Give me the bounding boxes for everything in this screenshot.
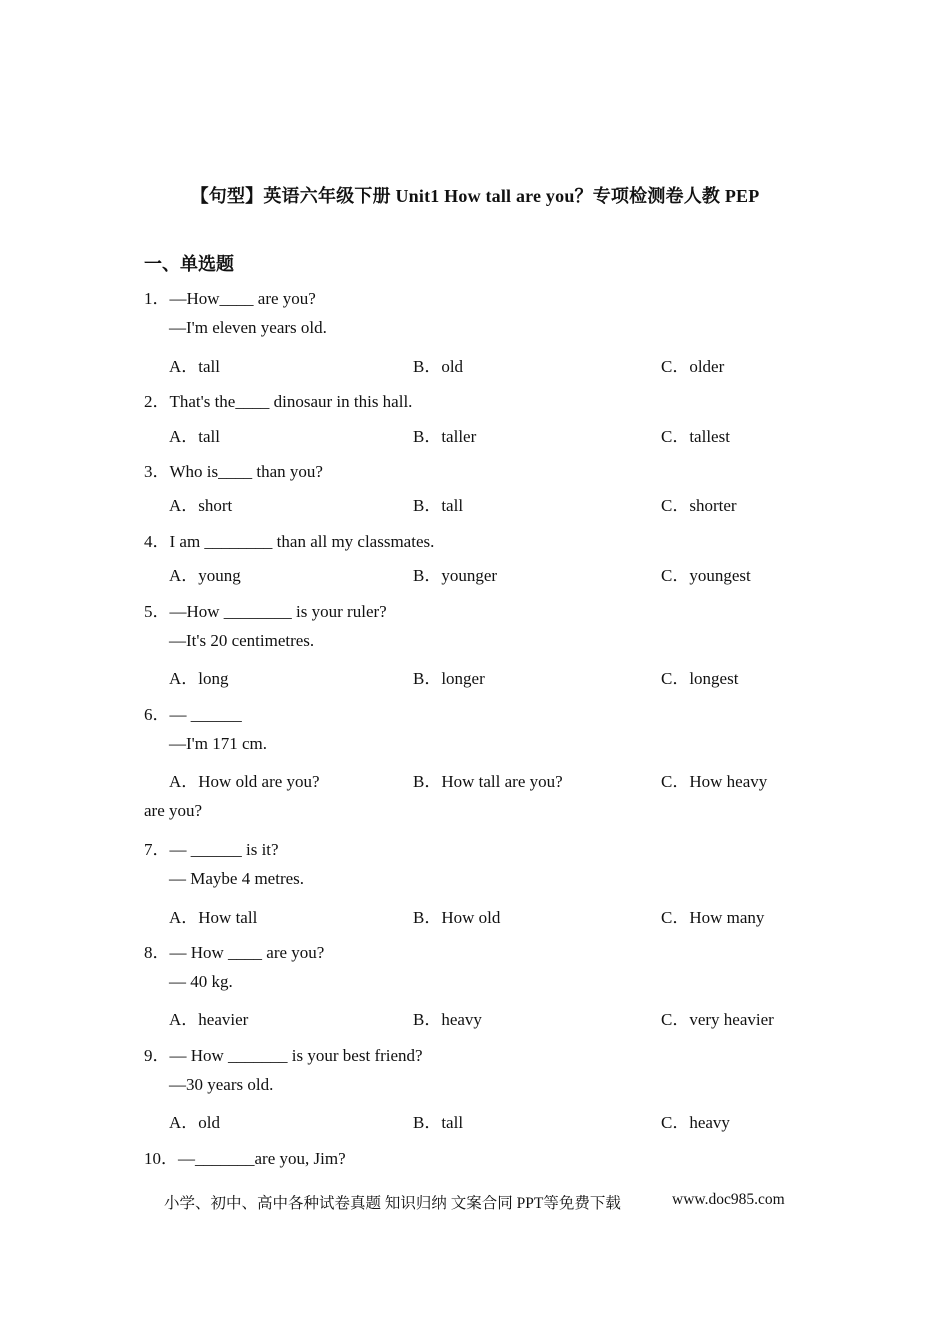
option-b[interactable]: B．How tall are you? [413, 772, 563, 791]
option-c-wrap: are you? [144, 801, 203, 820]
option-a[interactable]: A．How old are you? [169, 772, 320, 791]
question-stem: 2．That's the____ dinosaur in this hall. [144, 392, 413, 411]
option-c[interactable]: C．heavy [661, 1113, 730, 1132]
option-a[interactable]: A．tall [169, 427, 220, 446]
option-c[interactable]: C．How heavy [661, 772, 768, 791]
option-c[interactable]: C．tallest [661, 427, 730, 446]
question-stem: 9．— How _______ is your best friend? [144, 1046, 423, 1065]
option-a[interactable]: A．young [169, 566, 241, 585]
option-a[interactable]: A．heavier [169, 1010, 249, 1029]
option-c[interactable]: C．How many [661, 908, 765, 927]
footer-text: 小学、初中、高中各种试卷真题 知识归纳 文案合同 PPT等免费下载 [164, 1195, 621, 1212]
question-stem: 1．—How____ are you? [144, 289, 316, 308]
question-reply: —I'm eleven years old. [169, 318, 327, 337]
option-a[interactable]: A．old [169, 1113, 220, 1132]
option-c[interactable]: C．youngest [661, 566, 751, 585]
question-reply: —30 years old. [169, 1075, 274, 1094]
option-b[interactable]: B．tall [413, 1113, 464, 1132]
question-reply: — 40 kg. [169, 972, 233, 991]
question-stem: 6．— ______ [144, 705, 242, 724]
option-a[interactable]: A．long [169, 669, 229, 688]
question-stem: 4．I am ________ than all my classmates. [144, 532, 435, 551]
option-b[interactable]: B．old [413, 357, 464, 376]
option-b[interactable]: B．heavy [413, 1010, 482, 1029]
option-b[interactable]: B．How old [413, 908, 501, 927]
page-title: 【句型】英语六年级下册 Unit1 How tall are you？专项检测卷人教 PEP [190, 186, 760, 206]
option-a[interactable]: A．How tall [169, 908, 258, 927]
option-b[interactable]: B．taller [413, 427, 477, 446]
option-a[interactable]: A．short [169, 496, 233, 515]
question-stem: 8．— How ____ are you? [144, 943, 325, 962]
section-heading: 一、单选题 [144, 254, 234, 274]
question-reply: — Maybe 4 metres. [169, 869, 305, 888]
question-stem: 7．— ______ is it? [144, 840, 279, 859]
question-stem: 3．Who is____ than you? [144, 462, 323, 481]
option-c[interactable]: C．older [661, 357, 725, 376]
question-reply: —It's 20 centimetres. [169, 631, 315, 650]
option-c[interactable]: C．shorter [661, 496, 737, 515]
option-c[interactable]: C．very heavier [661, 1010, 774, 1029]
option-b[interactable]: B．longer [413, 669, 485, 688]
option-b[interactable]: B．younger [413, 566, 498, 585]
option-a[interactable]: A．tall [169, 357, 220, 376]
question-stem: 5．—How ________ is your ruler? [144, 602, 387, 621]
question-reply: —I'm 171 cm. [169, 734, 267, 753]
question-stem: 10．—_______are you, Jim? [144, 1149, 346, 1168]
option-b[interactable]: B．tall [413, 496, 464, 515]
option-c[interactable]: C．longest [661, 669, 739, 688]
footer-link[interactable]: www.doc985.com [672, 1191, 785, 1208]
